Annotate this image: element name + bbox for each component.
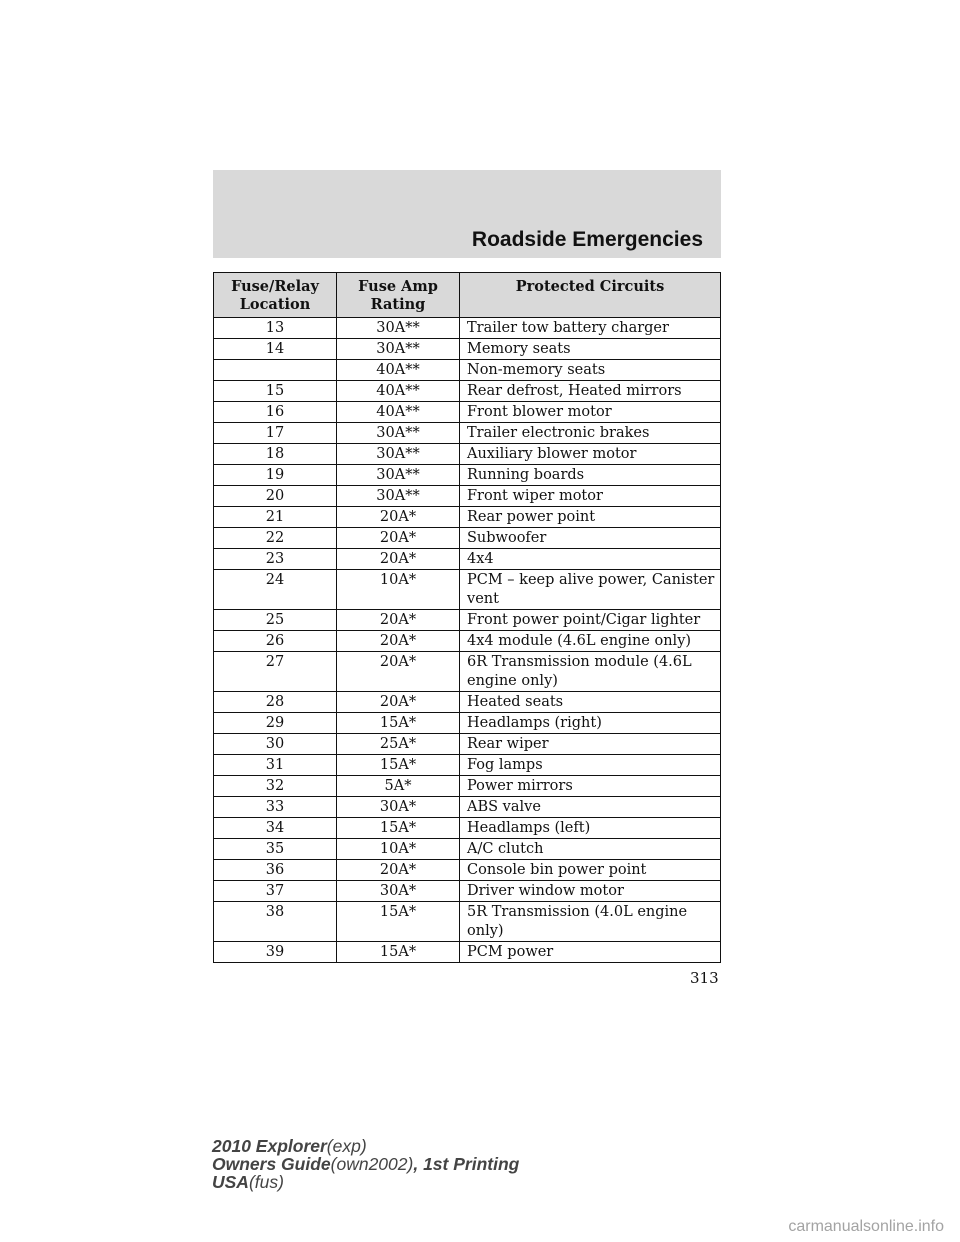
fuse-location-cell — [214, 360, 337, 381]
fuse-amp-cell: 15A* — [337, 818, 460, 839]
fuse-location-cell: 16 — [214, 402, 337, 423]
footer-guide: Owners Guide — [212, 1154, 331, 1174]
protected-circuit-cell: Console bin power point — [460, 860, 721, 881]
table-row — [214, 734, 721, 755]
fuse-amp-cell: 10A* — [337, 839, 460, 860]
protected-circuit-cell: Fog lamps — [460, 755, 721, 776]
protected-circuit-cell: Rear defrost, Heated mirrors — [460, 381, 721, 402]
fuse-amp-cell: 20A* — [337, 631, 460, 652]
table-row — [214, 528, 721, 549]
fuse-amp-cell: 25A* — [337, 734, 460, 755]
fuse-location-cell: 15 — [214, 381, 337, 402]
protected-circuit-cell: Heated seats — [460, 692, 721, 713]
header-location-line1: Fuse/Relay — [231, 278, 319, 295]
table-row — [214, 549, 721, 570]
fuse-table — [213, 272, 721, 963]
table-row — [214, 902, 721, 942]
footer-region-code: (fus) — [248, 1172, 284, 1192]
fuse-amp-cell: 15A* — [337, 942, 460, 963]
protected-circuit-cell: Front wiper motor — [460, 486, 721, 507]
table-row — [214, 360, 721, 381]
fuse-location-cell: 39 — [214, 942, 337, 963]
protected-circuit-cell: Trailer electronic brakes — [460, 423, 721, 444]
fuse-amp-cell: 20A* — [337, 860, 460, 881]
fuse-amp-cell: 15A* — [337, 755, 460, 776]
fuse-amp-cell: 20A* — [337, 652, 460, 692]
protected-circuit-cell: Memory seats — [460, 339, 721, 360]
fuse-location-cell: 27 — [214, 652, 337, 692]
table-row — [214, 818, 721, 839]
section-title: Roadside Emergencies — [471, 228, 703, 251]
protected-circuit-cell: Headlamps (right) — [460, 713, 721, 734]
fuse-location-cell: 18 — [214, 444, 337, 465]
fuse-location-cell: 35 — [214, 839, 337, 860]
fuse-amp-cell: 15A* — [337, 902, 460, 942]
fuse-amp-cell: 30A* — [337, 881, 460, 902]
table-header-row — [214, 273, 721, 318]
fuse-amp-cell: 30A** — [337, 339, 460, 360]
fuse-location-cell: 32 — [214, 776, 337, 797]
fuse-location-cell: 28 — [214, 692, 337, 713]
table-row — [214, 713, 721, 734]
header-location-line2: Location — [239, 296, 311, 313]
footer-print-info — [212, 1137, 519, 1191]
protected-circuit-cell: Rear power point — [460, 507, 721, 528]
page-number: 313 — [690, 969, 719, 987]
fuse-location-cell: 30 — [214, 734, 337, 755]
fuse-amp-cell: 40A** — [337, 360, 460, 381]
protected-circuit-cell: PCM – keep alive power, Canister vent — [460, 570, 721, 610]
fuse-amp-cell: 15A* — [337, 713, 460, 734]
table-row — [214, 631, 721, 652]
footer-printing: , 1st Printing — [413, 1154, 520, 1174]
fuse-location-cell: 17 — [214, 423, 337, 444]
table-row — [214, 942, 721, 963]
fuse-amp-cell: 30A** — [337, 444, 460, 465]
fuse-location-cell: 23 — [214, 549, 337, 570]
table-row — [214, 381, 721, 402]
protected-circuit-cell: A/C clutch — [460, 839, 721, 860]
fuse-amp-cell: 20A* — [337, 528, 460, 549]
protected-circuit-cell: PCM power — [460, 942, 721, 963]
fuse-location-cell: 33 — [214, 797, 337, 818]
fuse-location-cell: 36 — [214, 860, 337, 881]
fuse-amp-cell: 30A** — [337, 486, 460, 507]
protected-circuit-cell: Headlamps (left) — [460, 818, 721, 839]
table-row — [214, 797, 721, 818]
table-row — [214, 318, 721, 339]
fuse-location-cell: 13 — [214, 318, 337, 339]
table-row — [214, 881, 721, 902]
section-header-band — [213, 170, 721, 258]
fuse-amp-cell: 40A** — [337, 402, 460, 423]
protected-circuit-cell: Auxiliary blower motor — [460, 444, 721, 465]
watermark-link[interactable]: carmanualsonline.info — [788, 1218, 944, 1235]
protected-circuit-cell: Front power point/Cigar lighter — [460, 610, 721, 631]
table-row — [214, 423, 721, 444]
footer-line-2 — [212, 1155, 519, 1173]
protected-circuit-cell: Driver window motor — [460, 881, 721, 902]
table-row — [214, 402, 721, 423]
table-row — [214, 776, 721, 797]
fuse-amp-cell: 20A* — [337, 507, 460, 528]
table-row — [214, 692, 721, 713]
fuse-amp-cell: 30A** — [337, 465, 460, 486]
protected-circuit-cell: Trailer tow battery charger — [460, 318, 721, 339]
fuse-location-cell: 25 — [214, 610, 337, 631]
table-row — [214, 755, 721, 776]
fuse-amp-cell: 20A* — [337, 549, 460, 570]
protected-circuit-cell: Power mirrors — [460, 776, 721, 797]
fuse-amp-cell: 20A* — [337, 692, 460, 713]
protected-circuit-cell: 4x4 module (4.6L engine only) — [460, 631, 721, 652]
table-row — [214, 465, 721, 486]
fuse-location-cell: 26 — [214, 631, 337, 652]
protected-circuit-cell: ABS valve — [460, 797, 721, 818]
fuse-location-cell: 31 — [214, 755, 337, 776]
protected-circuit-cell: Rear wiper — [460, 734, 721, 755]
fuse-location-cell: 24 — [214, 570, 337, 610]
table-row — [214, 610, 721, 631]
fuse-location-cell: 19 — [214, 465, 337, 486]
fuse-location-cell: 20 — [214, 486, 337, 507]
fuse-amp-cell: 5A* — [337, 776, 460, 797]
protected-circuit-cell: 4x4 — [460, 549, 721, 570]
fuse-location-cell: 34 — [214, 818, 337, 839]
header-protected-circuits: Protected Circuits — [460, 273, 721, 318]
table-row — [214, 839, 721, 860]
fuse-amp-cell: 10A* — [337, 570, 460, 610]
protected-circuit-cell: 6R Transmission module (4.6L engine only) — [460, 652, 721, 692]
fuse-location-cell: 14 — [214, 339, 337, 360]
fuse-location-cell: 29 — [214, 713, 337, 734]
table-row — [214, 507, 721, 528]
fuse-location-cell: 22 — [214, 528, 337, 549]
table-row — [214, 444, 721, 465]
header-amp-rating — [337, 273, 460, 318]
fuse-location-cell: 21 — [214, 507, 337, 528]
protected-circuit-cell: Running boards — [460, 465, 721, 486]
table-row — [214, 652, 721, 692]
protected-circuit-cell: Subwoofer — [460, 528, 721, 549]
protected-circuit-cell: 5R Transmission (4.0L engine only) — [460, 902, 721, 942]
fuse-amp-cell: 30A** — [337, 423, 460, 444]
table-row — [214, 860, 721, 881]
table-row — [214, 486, 721, 507]
table-body — [214, 318, 721, 963]
footer-guide-code: (own2002) — [330, 1154, 414, 1174]
footer-line-1 — [212, 1137, 519, 1155]
fuse-amp-cell: 20A* — [337, 610, 460, 631]
footer-line-3 — [212, 1173, 519, 1191]
footer-model: 2010 Explorer — [212, 1136, 327, 1156]
fuse-amp-cell: 30A** — [337, 318, 460, 339]
header-location — [214, 273, 337, 318]
fuse-location-cell: 37 — [214, 881, 337, 902]
table-row — [214, 339, 721, 360]
header-amp-line2: Rating — [370, 296, 426, 313]
fuse-location-cell: 38 — [214, 902, 337, 942]
protected-circuit-cell: Non-memory seats — [460, 360, 721, 381]
fuse-amp-cell: 30A* — [337, 797, 460, 818]
header-amp-line1: Fuse Amp — [358, 278, 438, 295]
footer-model-code: (exp) — [326, 1136, 367, 1156]
fuse-amp-cell: 40A** — [337, 381, 460, 402]
protected-circuit-cell: Front blower motor — [460, 402, 721, 423]
table-row — [214, 570, 721, 610]
footer-region: USA — [212, 1172, 249, 1192]
